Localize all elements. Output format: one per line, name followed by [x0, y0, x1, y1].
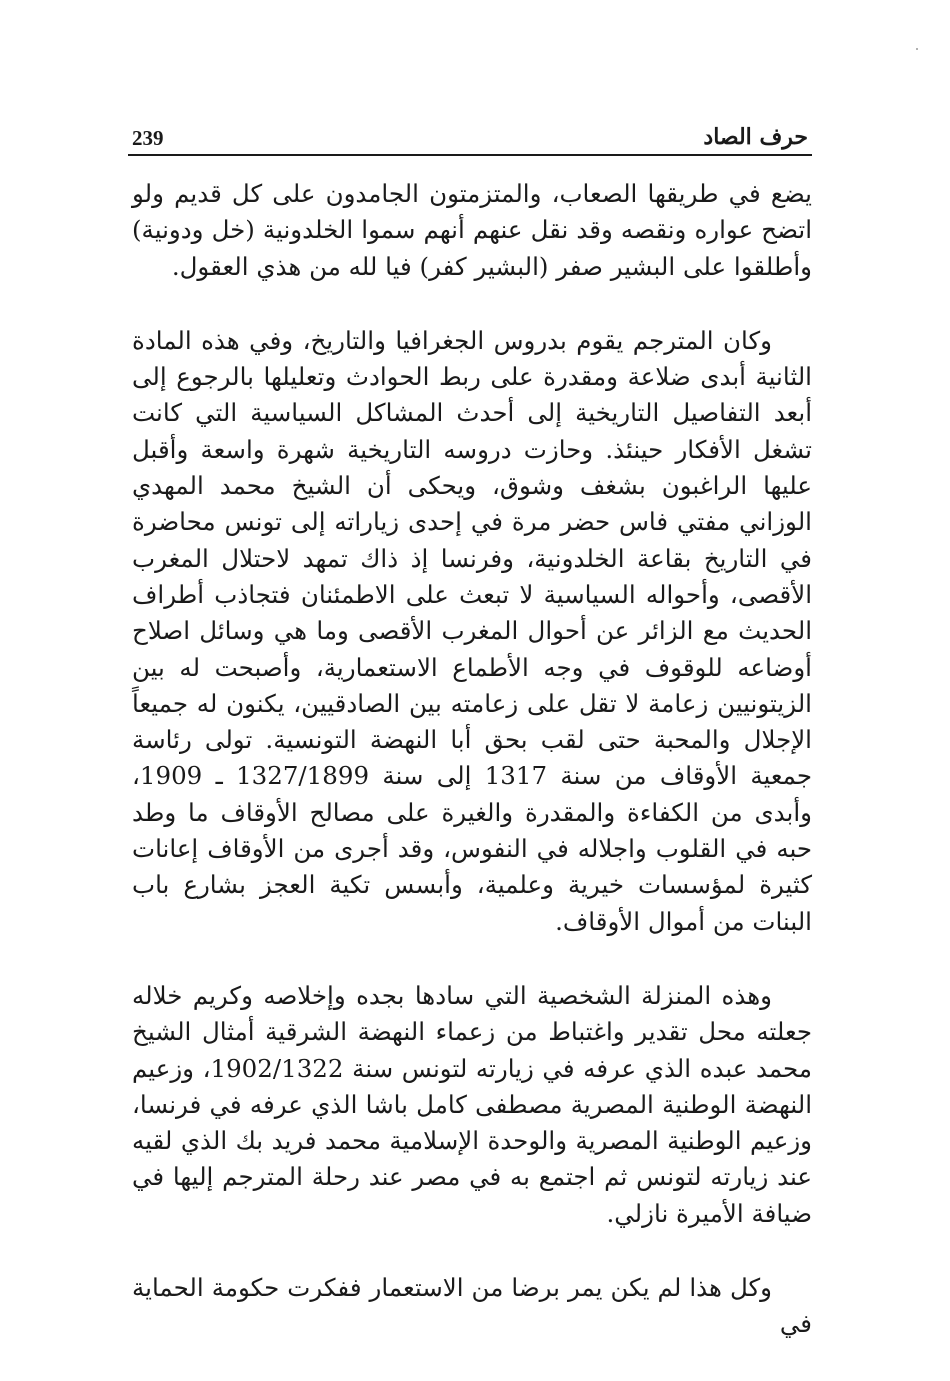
running-title: حرف الصاد — [703, 124, 808, 150]
page-header — [128, 122, 812, 156]
page-number: 239 — [132, 126, 164, 150]
paragraph-4: وكل هذا لم يكن يمر برضا من الاستعمار ففكرت حكومة الحماية في — [132, 1273, 812, 1339]
paragraph-1: يضع في طريقها الصعاب، والمتزمتون الجامدون على كل قديم ولو اتضح عواره ونقصه وقد نقل عنهم أنهم سموا الخلدونية (خل ودونية) وأطلقوا على البشير صفر (البشير كفر) فيا لله من هذي العقول. — [132, 179, 812, 281]
body-text — [132, 176, 812, 1381]
paragraph-2: وكان المترجم يقوم بدروس الجغرافيا والتاريخ، وفي هذه المادة الثانية أبدى ضلاعة ومقدرة على ربط الحوادث وتعليلها بالرجوع إلى أبعد التفاصيل التاريخية إلى أحدث المشاكل السياسية التي كانت تشغل الأفكار حينئذ. وحازت دروسه التاريخية شهرة واسعة وأقبل عليها الراغبون بشغف وشوق، ويحكى أن الشيخ محمد المهدي الوزاني مفتي فاس حضر مرة في إحدى زياراته إلى تونس محاضرة في التاريخ بقاعة الخلدونية، وفرنسا إذ ذاك تمهد لاحتلال المغرب الأقصى، وأحواله السياسية لا تبعث على الاطمئنان فتجاذب أطراف الحديث مع الزائر عن أحوال المغرب الأقصى وما هي وسائل اصلاح أوضاعه للوقوف في وجه الأطماع الاستعمارية، وأصبحت له بين الزيتونيين زعامة لا تقل على زعامته بين الصادقيين، يكنون له جميعاً الإجلال والمحبة حتى لقب بحق أبا النهضة التونسية. تولى رئاسة جمعية الأوقاف من سنة 1317 إلى سنة 1327/1899 ـ 1909، وأبدى من الكفاءة والمقدرة والغيرة على مصالح الأوقاف ما وطد حبه في القلوب واجلاله في النفوس، وقد أجرى من الأوقاف إعانات كثيرة لمؤسسات خيرية وعلمية، وأبسس تكية العجز بشارع باب البنات من أموال الأوقاف. — [132, 325, 812, 936]
page-mark — [916, 48, 918, 50]
paragraph-3: وهذه المنزلة الشخصية التي سادها بجده وإخلاصه وكريم خلاله جعلته محل تقدير واغتباط من زعماء النهضة الشرقية أمثال الشيخ محمد عبده الذي عرفه في زيارته لتونس سنة 1902/1322، وزعيم النهضة الوطنية المصرية مصطفى كامل باشا الذي عرفه في فرنسا، وزعيم الوطنية المصرية والوحدة الإسلامية محمد فريد بك الذي لقيه عند زيارته لتونس ثم اجتمع به في مصر عند رحلة المترجم إليها في ضيافة الأميرة نازلي. — [132, 980, 812, 1228]
